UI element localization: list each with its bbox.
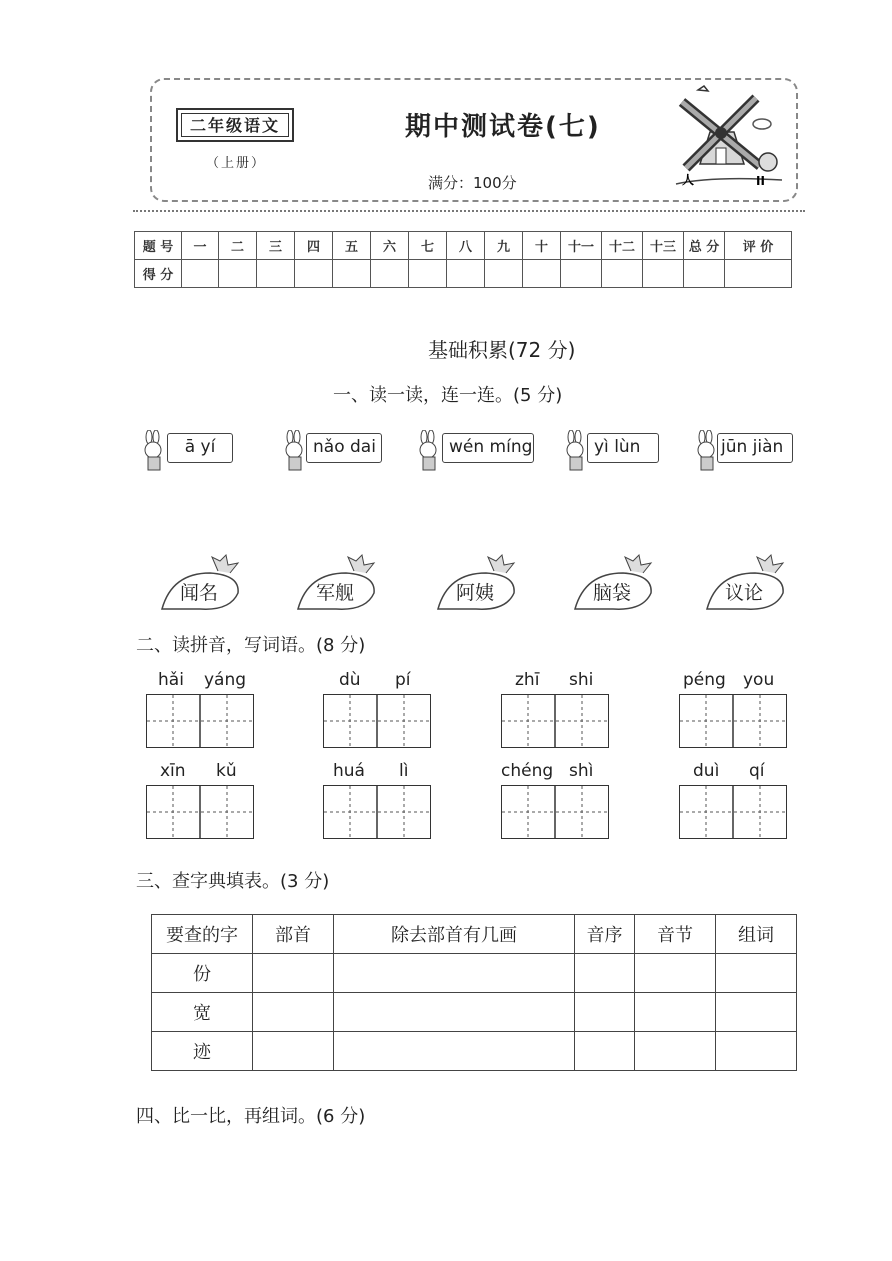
pinyin-label: yì lùn [587,433,659,463]
dictionary-table [151,914,797,1071]
writing-grid[interactable] [501,694,609,748]
dict-char: 宽 [152,993,253,1032]
dict-header: 音序 [575,915,635,954]
score-cell[interactable] [257,260,295,288]
score-col: 一 [182,232,219,260]
dict-cell[interactable] [334,993,575,1032]
pinyin-syllable: you [743,670,775,690]
writing-grid[interactable] [146,694,254,748]
q2-title: 二、读拼音，写词语。(8 分) [136,635,366,656]
word-card[interactable] [705,553,785,613]
pinyin-syllable: chéng [501,761,554,781]
score-col: 评 价 [725,232,792,260]
writing-grid[interactable] [323,785,431,839]
section-title: 基础积累(72 分) [428,338,576,362]
score-cell[interactable] [182,260,219,288]
writing-grid[interactable] [146,785,254,839]
pinyin-syllable: hǎi [158,670,184,690]
pinyin-syllable: pí [395,670,411,690]
word-card[interactable] [573,553,653,613]
score-col: 六 [371,232,409,260]
score-col: 八 [447,232,485,260]
dict-header: 要查的字 [152,915,253,954]
dict-header: 除去部首有几画 [334,915,575,954]
writing-grid[interactable] [323,694,431,748]
word-label: 议论 [725,582,764,604]
pinyin-label: ā yí [167,433,233,463]
score-table [134,231,792,288]
word-card[interactable] [296,553,376,613]
score-col: 十一 [561,232,602,260]
pinyin-syllable: lì [399,761,409,781]
q3-title: 三、查字典填表。(3 分) [136,871,330,892]
score-row-points [135,260,792,288]
pinyin-label: wén míng [442,433,534,463]
dict-cell[interactable] [253,1032,334,1071]
dict-char: 迹 [152,1032,253,1071]
dict-cell[interactable] [575,993,635,1032]
score-cell[interactable] [643,260,684,288]
score-cell[interactable] [219,260,257,288]
dict-cell[interactable] [334,954,575,993]
dict-header: 组词 [716,915,797,954]
score-col: 三 [257,232,295,260]
score-col: 五 [333,232,371,260]
word-label: 脑袋 [593,582,632,604]
pinyin-label: jūn jiàn [717,433,793,463]
pinyin-syllable: shi [569,670,594,690]
dict-row [152,993,797,1032]
rabbit-icon [139,430,169,472]
pinyin-label: nǎo dai [306,433,382,463]
score-cell[interactable] [295,260,333,288]
pinyin-syllable: yáng [204,670,247,690]
dict-cell[interactable] [334,1032,575,1071]
pinyin-syllable: huá [333,761,365,781]
pinyin-syllable: dù [339,670,361,690]
word-label: 闻名 [180,582,219,604]
score-cell[interactable] [725,260,792,288]
dict-cell[interactable] [635,993,716,1032]
dict-cell[interactable] [575,954,635,993]
score-col: 二 [219,232,257,260]
dict-cell[interactable] [575,1032,635,1071]
dict-cell[interactable] [716,993,797,1032]
pinyin-syllable: duì [693,761,720,781]
score-cell[interactable] [447,260,485,288]
exam-title: 期中测试卷(七) [405,112,601,142]
score-cell[interactable] [409,260,447,288]
score-row-label: 得 分 [135,260,182,288]
score-cell[interactable] [602,260,643,288]
pinyin-syllable: kǔ [216,761,237,781]
grade-label: 二年级语文 [181,113,289,137]
dict-row [152,1032,797,1071]
score-cell[interactable] [371,260,409,288]
dict-cell[interactable] [635,954,716,993]
dict-header: 部首 [253,915,334,954]
q4-title: 四、比一比，再组词。(6 分) [136,1106,366,1127]
pinyin-syllable: qí [749,761,765,781]
dict-header-row [152,915,797,954]
word-label: 阿姨 [456,582,495,604]
score-col: 四 [295,232,333,260]
pinyin-syllable: xīn [160,761,186,781]
score-col: 总 分 [684,232,725,260]
pinyin-syllable: péng [683,670,726,690]
word-card[interactable] [436,553,516,613]
writing-grid[interactable] [679,694,787,748]
dict-cell[interactable] [716,954,797,993]
score-cell[interactable] [561,260,602,288]
svg-text:人: 人 [682,173,695,187]
volume-label: （上册） [206,156,267,171]
score-col: 十 [523,232,561,260]
dict-cell[interactable] [716,1032,797,1071]
full-score: 满分：100分 [428,174,517,192]
writing-grid[interactable] [501,785,609,839]
word-card[interactable] [160,553,240,613]
word-label: 军舰 [316,582,355,604]
windmill-icon [672,84,790,190]
dict-cell[interactable] [635,1032,716,1071]
score-col: 七 [409,232,447,260]
dict-header: 音节 [635,915,716,954]
dict-row [152,954,797,993]
svg-text:II: II [756,174,765,188]
grade-badge [176,108,294,142]
pinyin-syllable: zhī [515,670,540,690]
writing-grid[interactable] [679,785,787,839]
score-col: 十二 [602,232,643,260]
score-cell[interactable] [485,260,523,288]
pinyin-syllable: shì [569,761,594,781]
score-cell[interactable] [523,260,561,288]
dict-char: 份 [152,954,253,993]
score-cell[interactable] [333,260,371,288]
header-divider [133,210,805,212]
score-col: 十三 [643,232,684,260]
dict-cell[interactable] [253,993,334,1032]
rabbit-icon [414,430,444,472]
dict-cell[interactable] [253,954,334,993]
q1-title: 一、读一读，连一连。(5 分) [333,385,563,406]
score-row-question [135,232,792,260]
score-cell[interactable] [684,260,725,288]
score-row-label: 题 号 [135,232,182,260]
score-col: 九 [485,232,523,260]
